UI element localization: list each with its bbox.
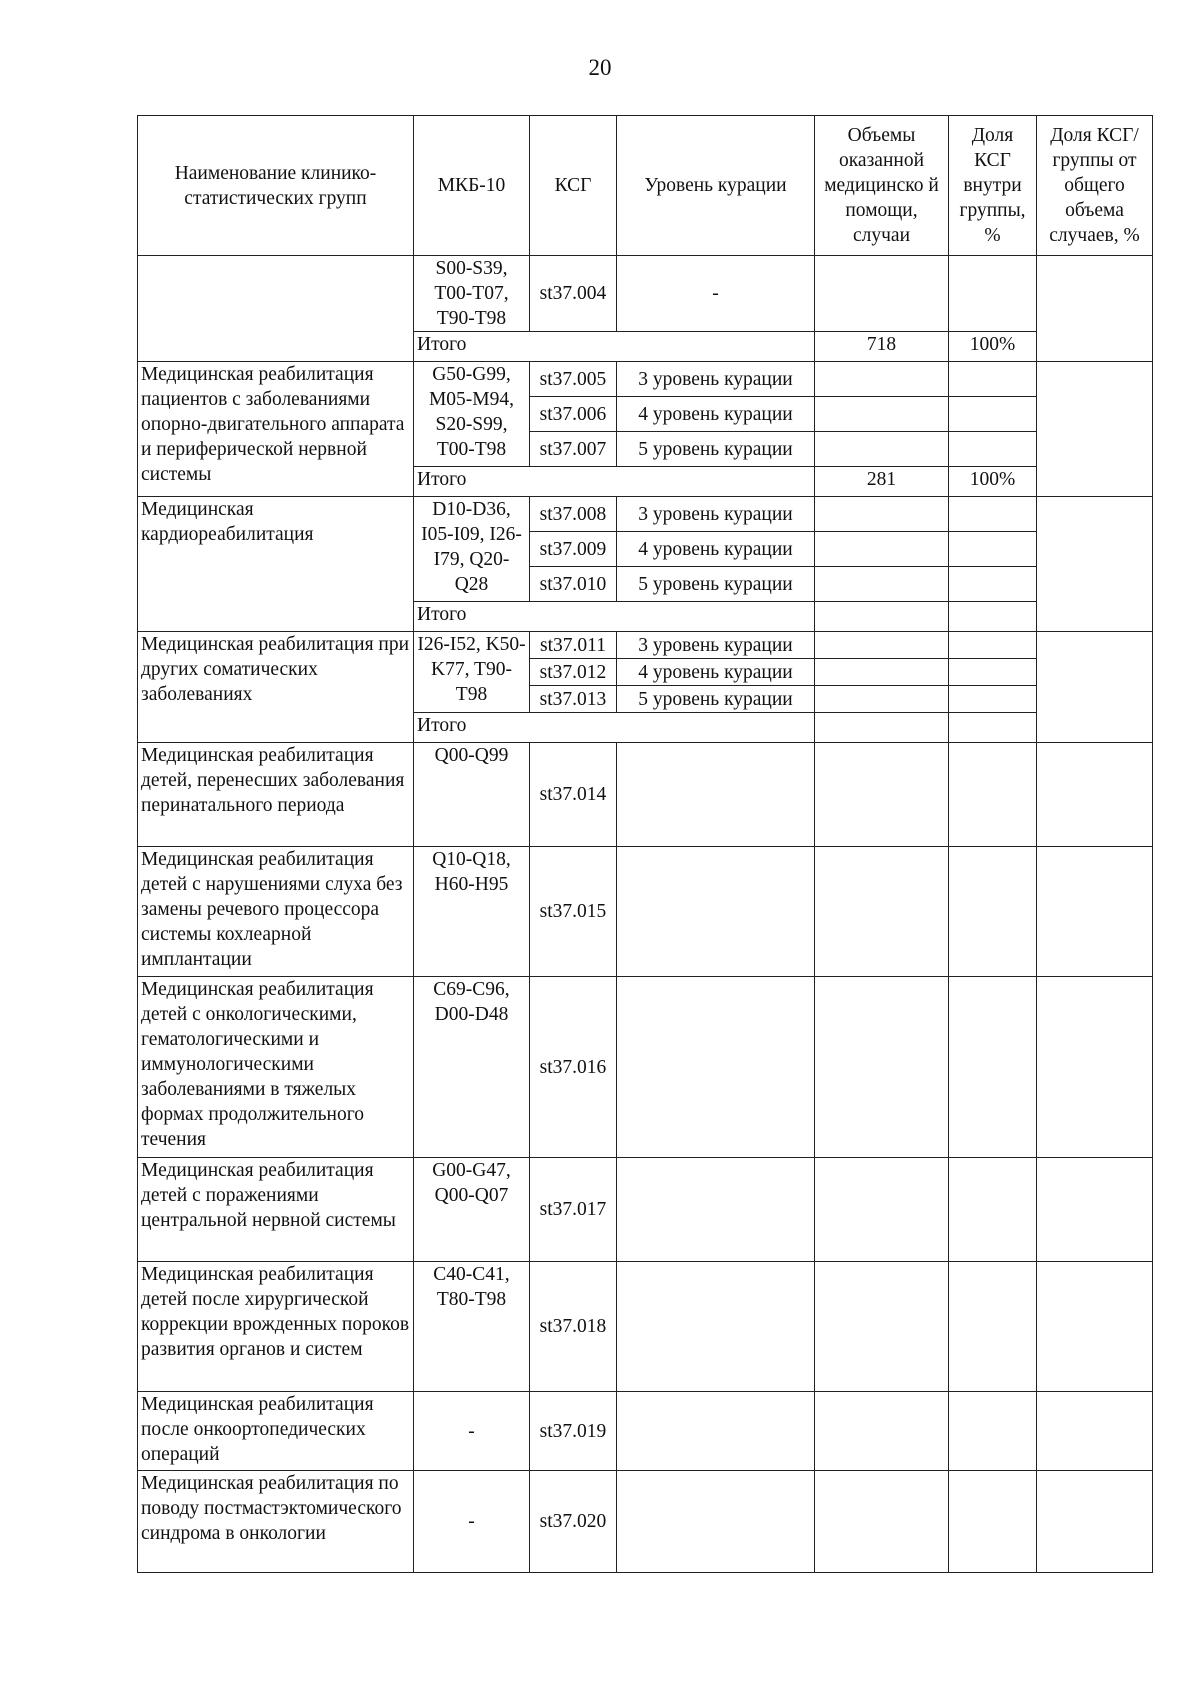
share-cell: [949, 659, 1037, 686]
table-row: [138, 632, 1153, 659]
volume-cell: [815, 256, 949, 332]
page-number: 20: [588, 55, 612, 80]
itogo-volume: 281: [815, 467, 949, 497]
mkb-cell: Q00-Q99: [414, 743, 530, 847]
mkb-cell: I26-I52, K50-K77, T90-T98: [414, 632, 530, 713]
group-name-cell: Медицинская реабилитация по поводу постмастэктомического синдрома в онкологии: [138, 1471, 414, 1573]
volume-cell: [815, 632, 949, 659]
volume-cell: [815, 397, 949, 432]
itogo-volume: 718: [815, 332, 949, 362]
volume-cell: [815, 432, 949, 467]
group-name-cell: Медицинская реабилитация детей с поражениями центральной нервной системы: [138, 1158, 414, 1262]
itogo-label: Итого: [414, 332, 815, 362]
level-cell: 3 уровень курации: [617, 497, 815, 532]
group-name-cell: Медицинская реабилитация пациентов с заболеваниями опорно-двигательного аппарата и периферической нервной системы: [138, 362, 414, 497]
ksg-cell: st37.006: [530, 397, 617, 432]
group-name-cell: Медицинская реабилитация детей с нарушениями слуха без замены речевого процессора системы кохлеарной имплантации: [138, 847, 414, 977]
table-row: [138, 256, 1153, 332]
share-cell: [949, 362, 1037, 397]
level-cell: -: [617, 256, 815, 332]
ksg-cell: st37.016: [530, 977, 617, 1158]
share-total-cell: [1037, 362, 1153, 497]
header-share-in-group: Доля КСГ внутри группы, %: [949, 116, 1037, 256]
table-row: [138, 847, 1153, 977]
ksg-cell: st37.018: [530, 1262, 617, 1392]
group-name-cell: Медицинская реабилитация после онкоортопедических операций: [138, 1392, 414, 1471]
ksg-cell: st37.005: [530, 362, 617, 397]
table-row: [138, 362, 1153, 397]
volume-cell: [815, 362, 949, 397]
table-row: [138, 497, 1153, 532]
ksg-cell: st37.009: [530, 532, 617, 567]
header-name: Наименование клинико-статистических групп: [138, 116, 414, 256]
level-cell: 3 уровень курации: [617, 632, 815, 659]
group-name-cell: Медицинская реабилитация при других соматических заболеваниях: [138, 632, 414, 743]
mkb-cell: C69-C96, D00-D48: [414, 977, 530, 1158]
share-cell: [949, 567, 1037, 602]
group-name-cell: [138, 256, 414, 362]
level-cell: 5 уровень курации: [617, 686, 815, 713]
mkb-cell: D10-D36, I05-I09, I26-I79, Q20- Q28: [414, 497, 530, 602]
mkb-cell: Q10-Q18, H60-H95: [414, 847, 530, 977]
ksg-cell: st37.011: [530, 632, 617, 659]
level-cell: 4 уровень курации: [617, 397, 815, 432]
share-cell: [949, 256, 1037, 332]
volume-cell: [815, 686, 949, 713]
itogo-share: [949, 713, 1037, 743]
share-cell: [949, 532, 1037, 567]
itogo-label: Итого: [414, 713, 815, 743]
header-share-total: Доля КСГ/ группы от общего объема случаев, %: [1037, 116, 1153, 256]
ksg-cell: st37.017: [530, 1158, 617, 1262]
volume-cell: [815, 659, 949, 686]
group-name-cell: Медицинская кардиореабилитация: [138, 497, 414, 632]
mkb-cell: -: [414, 1471, 530, 1573]
ksg-cell: st37.014: [530, 743, 617, 847]
share-cell: [949, 632, 1037, 659]
level-cell: 5 уровень курации: [617, 567, 815, 602]
itogo-share: 100%: [949, 332, 1037, 362]
ksg-cell: st37.004: [530, 256, 617, 332]
level-cell: 4 уровень курации: [617, 659, 815, 686]
table-row: [138, 1262, 1153, 1392]
ksg-cell: st37.007: [530, 432, 617, 467]
ksg-cell: st37.020: [530, 1471, 617, 1573]
level-cell: 3 уровень курации: [617, 362, 815, 397]
ksg-cell: st37.019: [530, 1392, 617, 1471]
itogo-volume: [815, 713, 949, 743]
mkb-cell: G00-G47, Q00-Q07: [414, 1158, 530, 1262]
share-cell: [949, 686, 1037, 713]
volume-cell: [815, 532, 949, 567]
header-ksg: КСГ: [530, 116, 617, 256]
volume-cell: [815, 497, 949, 532]
header-level: Уровень курации: [617, 116, 815, 256]
header-volume: Объемы оказанной медицинско й помощи, случаи: [815, 116, 949, 256]
mkb-cell: S00-S39, T00-T07, T90-T98: [414, 256, 530, 332]
itogo-share: [949, 602, 1037, 632]
table-row: [138, 743, 1153, 847]
header-mkb: МКБ-10: [414, 116, 530, 256]
ksg-table: [137, 115, 1153, 1573]
group-name-cell: Медицинская реабилитация детей после хирургической коррекции врожденных пороков развития органов и систем: [138, 1262, 414, 1392]
header-row: [138, 116, 1153, 256]
itogo-label: Итого: [414, 602, 815, 632]
mkb-cell: G50-G99, M05-M94, S20-S99, T00-T98: [414, 362, 530, 467]
ksg-cell: st37.013: [530, 686, 617, 713]
itogo-label: Итого: [414, 467, 815, 497]
share-total-cell: [1037, 256, 1153, 362]
table-row: [138, 977, 1153, 1158]
ksg-cell: st37.015: [530, 847, 617, 977]
ksg-cell: st37.010: [530, 567, 617, 602]
level-cell: 4 уровень курации: [617, 532, 815, 567]
table-row: [138, 1392, 1153, 1471]
table-row: [138, 1158, 1153, 1262]
share-total-cell: [1037, 497, 1153, 632]
volume-cell: [815, 567, 949, 602]
share-cell: [949, 497, 1037, 532]
itogo-share: 100%: [949, 467, 1037, 497]
level-cell: 5 уровень курации: [617, 432, 815, 467]
share-cell: [949, 397, 1037, 432]
mkb-cell: C40-C41, T80-T98: [414, 1262, 530, 1392]
share-total-cell: [1037, 632, 1153, 743]
share-cell: [949, 432, 1037, 467]
ksg-cell: st37.012: [530, 659, 617, 686]
ksg-cell: st37.008: [530, 497, 617, 532]
group-name-cell: Медицинская реабилитация детей, перенесших заболевания перинатального периода: [138, 743, 414, 847]
group-name-cell: Медицинская реабилитация детей с онкологическими, гематологическими и иммунологическими заболеваниями в тяжелых формах продолжительного течения: [138, 977, 414, 1158]
table-row: [138, 1471, 1153, 1573]
mkb-cell: -: [414, 1392, 530, 1471]
itogo-volume: [815, 602, 949, 632]
